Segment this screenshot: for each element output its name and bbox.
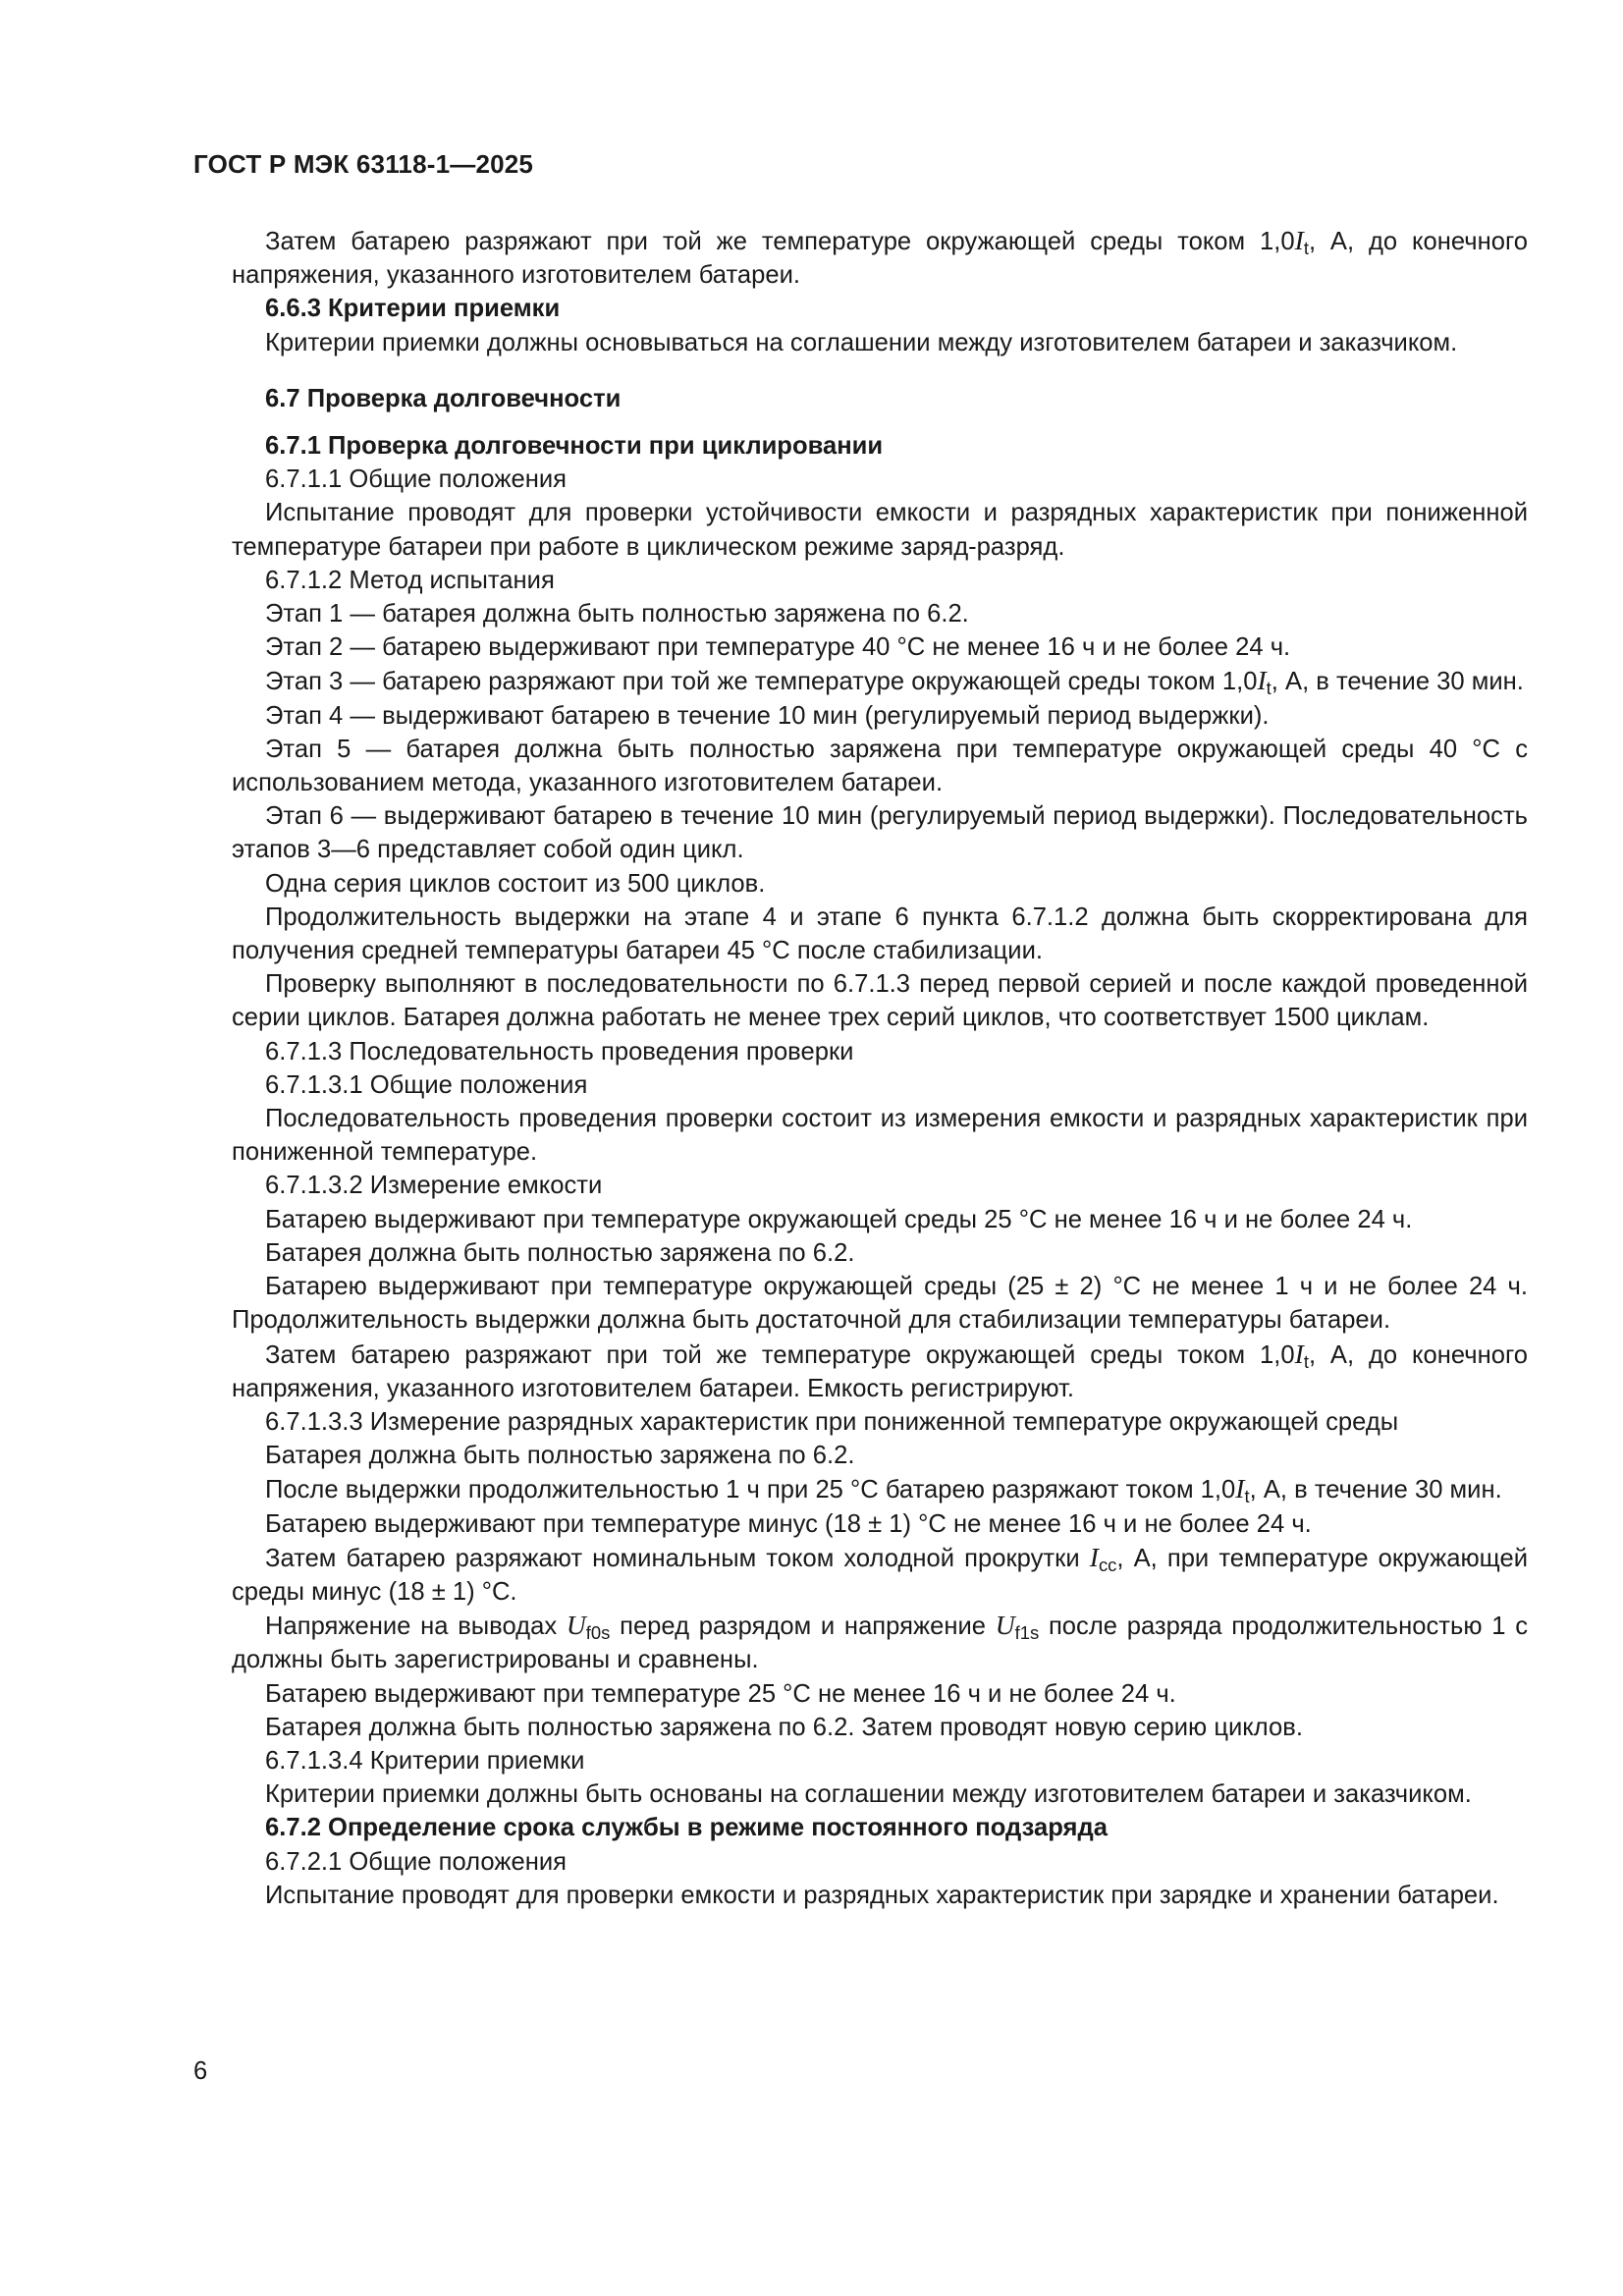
paragraph-stage-3: Этап 3 — батарею разряжают при той же температуре окружающей среды током $1,0I_t$, А, в течение 30 мин.: [265, 665, 1524, 699]
paragraph-discharge-final-voltage: Затем батарею разряжают при той же температуре окружающей среды током $1,0I_t$, А, до конечного напряжения, указанного изготовителем батареи.: [232, 225, 1528, 290]
paragraph-stage-6: Этап 6 — выдерживают батарею в течение 10 мин (регулируемый период выдержки). Последовательность этапов 3—6 представляет собой один цикл.: [232, 802, 1528, 864]
heading-6-7-1: 6.7.1 Проверка долговечности при циклировании: [265, 432, 884, 461]
heading-6-7-2-1: 6.7.2.1 Общие положения: [265, 1847, 567, 1876]
document-body: [232, 224, 1528, 1912]
paragraph-discharge-30min: После выдержки продолжительностью 1 ч при 25 °С батарею разряжают током $1,0I_t$, А, в течение 30 мин.: [265, 1473, 1502, 1507]
document-header: ГОСТ Р МЭК 63118-1—2025: [193, 149, 534, 179]
paragraph-hold-25c: Батарею выдерживают при температуре окружающей среды 25 °С не менее 16 ч и не более 24 ч.: [265, 1205, 1413, 1233]
paragraph-discharge-capacity: Затем батарею разряжают при той же температуре окружающей среды током $1,0I_t$, А, до конечного напряжения, указанного изготовителем батареи. Емкость регистрируют.: [232, 1338, 1528, 1402]
heading-6-7-1-1: 6.7.1.1 Общие положения: [265, 465, 567, 494]
paragraph-stage-1: Этап 1 — батарея должна быть полностью заряжена по 6.2.: [265, 600, 969, 629]
paragraph-hold-duration: Продолжительность выдержки на этапе 4 и этапе 6 пункта 6.7.1.2 должна быть скорректирована для получения средней температуры батареи 45 °С после стабилизации.: [232, 902, 1528, 965]
heading-6-7-1-3-2: 6.7.1.3.2 Измерение емкости: [265, 1172, 603, 1200]
paragraph-sequence-description: Последовательность проведения проверки состоит из измерения емкости и разрядных характеристик при пониженной температуре.: [232, 1105, 1528, 1167]
heading-6-7: 6.7 Проверка долговечности: [265, 384, 622, 412]
heading-6-7-1-3-1: 6.7.1.3.1 Общие положения: [265, 1070, 588, 1099]
paragraph-stage-5: Этап 5 — батарея должна быть полностью заряжена при температуре окружающей среды 40 °С с использованием метода, указанного изготовителем батареи.: [232, 735, 1528, 797]
heading-6-7-1-3: 6.7.1.3 Последовательность проведения проверки: [265, 1037, 854, 1066]
paragraph-cycle-series: Одна серия циклов состоит из 500 циклов.: [265, 869, 766, 898]
paragraph-fully-charged: Батарея должна быть полностью заряжена по 6.2.: [265, 1238, 855, 1267]
paragraph-new-series: Батарея должна быть полностью заряжена по 6.2. Затем проводят новую серию циклов.: [265, 1713, 1303, 1741]
paragraph-acceptance-criteria-2: Критерии приемки должны быть основаны на соглашении между изготовителем батареи и заказчиком.: [265, 1780, 1472, 1809]
heading-6-7-1-3-4: 6.7.1.3.4 Критерии приемки: [265, 1746, 585, 1775]
paragraph-hold-25c-again: Батарею выдерживают при температуре 25 °С не менее 16 ч и не более 24 ч.: [265, 1679, 1176, 1708]
paragraph-terminal-voltage: Напряжение на выводах $U_{f0s}$ перед разрядом и напряжение $U_{f1s}$ после разряда продолжительностью 1 с должны быть зарегистрированы и сравнены.: [232, 1610, 1528, 1674]
page-number: 6: [193, 2057, 208, 2085]
paragraph-fully-charged-2: Батарея должна быть полностью заряжена по 6.2.: [265, 1442, 855, 1470]
paragraph-stage-2: Этап 2 — батарею выдерживают при температуре 40 °С не менее 16 ч и не более 24 ч.: [265, 633, 1291, 662]
heading-6-6-3: 6.6.3 Критерии приемки: [265, 295, 561, 323]
paragraph-hold-minus-18: Батарею выдерживают при температуре минус (18 ± 1) °С не менее 16 ч и не более 24 ч.: [265, 1509, 1312, 1538]
paragraph-hold-25c-stabilize: Батарею выдерживают при температуре окружающей среды (25 ± 2) °С не менее 1 ч и не более 24 ч. Продолжительность выдержки должна быть достаточной для стабилизации температуры батареи.: [232, 1273, 1528, 1335]
paragraph-float-charge-purpose: Испытание проводят для проверки емкости и разрядных характеристик при зарядке и хранении батареи.: [265, 1881, 1499, 1909]
paragraph-stage-4: Этап 4 — выдерживают батарею в течение 10 мин (регулируемый период выдержки).: [265, 701, 1270, 730]
paragraph-test-purpose: Испытание проводят для проверки устойчивости емкости и разрядных характеристик при пониженной температуре батареи при работе в циклическом режиме заряд-разряд.: [232, 499, 1528, 561]
paragraph-acceptance-criteria: Критерии приемки должны основываться на соглашении между изготовителем батареи и заказчиком.: [265, 328, 1458, 356]
paragraph-check-sequence: Проверку выполняют в последовательности по 6.7.1.3 перед первой серией и после каждой проведенной серии циклов. Батарея должна работать не менее трех серий циклов, что соответствует 1500 циклам.: [232, 970, 1528, 1032]
heading-6-7-1-3-3: 6.7.1.3.3 Измерение разрядных характеристик при пониженной температуре окружающей среды: [265, 1407, 1399, 1436]
heading-6-7-2: 6.7.2 Определение срока службы в режиме постоянного подзаряда: [265, 1814, 1108, 1842]
heading-6-7-1-2: 6.7.1.2 Метод испытания: [265, 566, 555, 594]
paragraph-cold-cranking: Затем батарею разряжают номинальным током холодной прокрутки $I_{cc}$, А, при температуре окружающей среды минус (18 ± 1) °С.: [232, 1541, 1528, 1606]
